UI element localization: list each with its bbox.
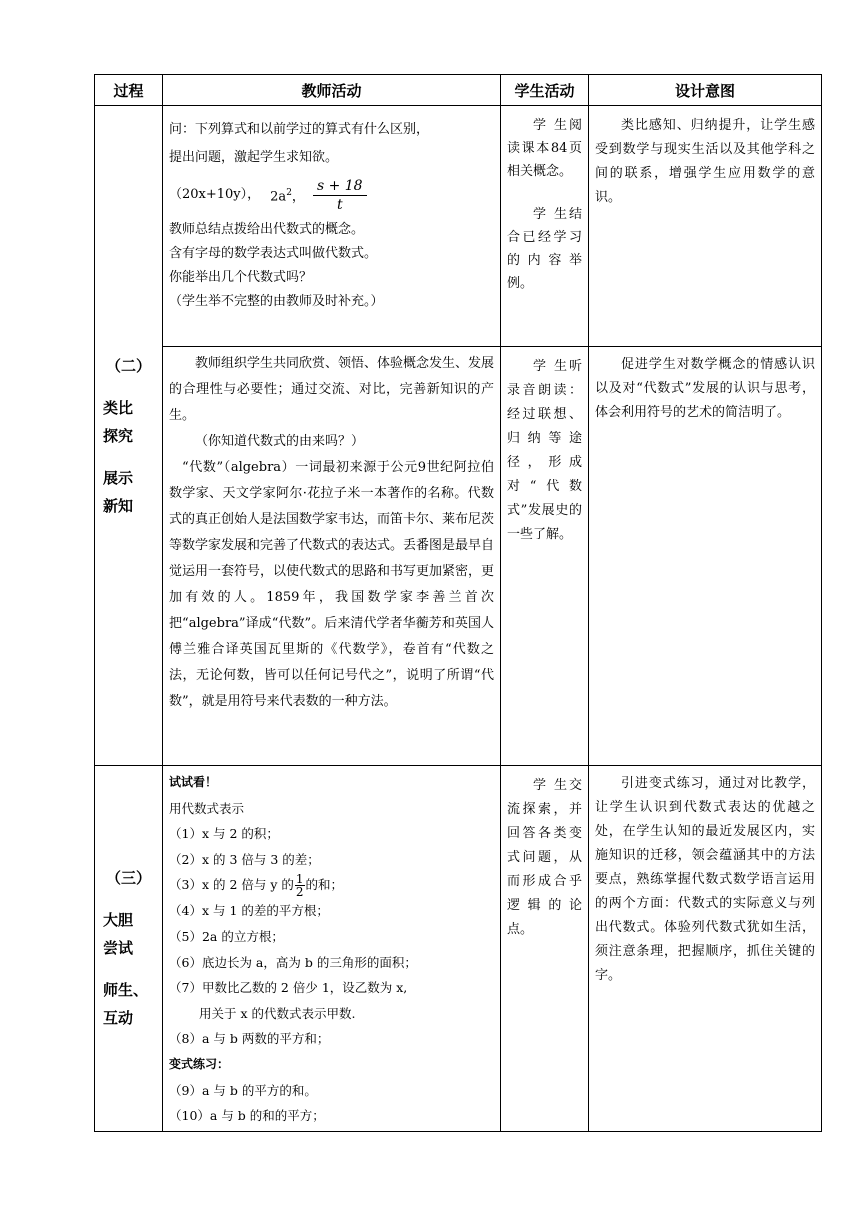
half-fraction: $\frac{1}{2}$ — [295, 872, 304, 900]
summary-text: 教师总结点拨给出代数式的概念。 — [169, 222, 365, 237]
exercise-title: 试试看！ — [169, 775, 218, 789]
table-row — [95, 766, 822, 1132]
exercise-item: （8）a 与 b 两数的平方和； — [169, 1031, 330, 1047]
student-activity-text: 学 生阅读课本84页相关概念。 — [507, 118, 582, 179]
formula-expression: （20x+10y）， — [169, 187, 261, 202]
student-activity-text: 学 生结合已经学习的内容举例。 — [507, 207, 582, 291]
paragraph-text: （你知道代数式的由来吗？） — [195, 434, 365, 449]
student-activity-cell — [501, 106, 589, 347]
design-intent-text: 引进变式练习，通过对比教学，让学生认识到代数式表达的优越之处，在学生认知的最近发展区内，实施知识的迁移，领会蕴涵其中的方法要点，熟练掌握代数式数学语言运用的两个方面：代数式的实际意义与列出代数式。体验列代数式犹如生活，须注意条理，把握顺序，抓住关键的字。 — [595, 776, 815, 983]
design-intent-cell — [589, 106, 822, 347]
exercise-item: （10）a 与 b 的和的平方； — [169, 1108, 325, 1124]
stage-3-line: 互动 — [103, 1009, 134, 1028]
exercise-item: （1）x 与 2 的积； — [169, 826, 279, 842]
header-teacher-activity: 教师活动 — [163, 75, 501, 106]
design-intent-text: 类比感知、归纳提升，让学生感受到数学与现实生活以及其他学科之间的联系，增强学生应用数学的意识。 — [595, 118, 815, 205]
question-text: 问：下列算式和以前学过的算式有什么区别， — [169, 122, 430, 137]
formula-expression: $2a^2$， — [270, 187, 305, 205]
summary-text: 含有字母的数学表达式叫做代数式。 — [169, 246, 378, 261]
paragraph-text: 教师组织学生共同欣赏、领悟、体验概念发生、发展的合理性与必要性；通过交流、对比，完善新知识的产生。 — [169, 356, 495, 423]
header-process: 过程 — [95, 75, 163, 106]
teacher-activity-cell — [163, 106, 501, 347]
stage-3-number: （三） — [105, 869, 151, 888]
exercise-item: （4）x 与 1 的差的平方根； — [169, 903, 329, 919]
header-design-intent: 设计意图 — [589, 75, 822, 106]
exercise-item: （9）a 与 b 的平方的和。 — [169, 1082, 317, 1098]
summary-text: 你能举出几个代数式吗？ — [169, 270, 313, 285]
stage-3-line: 大胆 — [103, 911, 134, 930]
header-student-activity: 学生活动 — [501, 75, 589, 106]
stage-2-label — [95, 106, 163, 766]
stage-3-label — [95, 766, 163, 1132]
design-intent-cell — [589, 347, 822, 766]
formula-examples — [169, 172, 494, 218]
stage-2-line: 类比 — [103, 398, 134, 417]
student-activity-text: 学 生交流探索，并回答各类变式问题，从而形成合乎逻辑的论点。 — [507, 778, 582, 937]
variant-title: 变式练习： — [169, 1056, 230, 1071]
design-intent-cell — [589, 766, 822, 1132]
question-text: 提出问题，激起学生求知欲。 — [169, 150, 339, 165]
summary-text: （学生举不完整的由教师及时补充。） — [169, 294, 384, 309]
student-activity-text: 学 生听录音朗读：经过联想、归纳等途径，形成对“代数式”发展史的一些了解。 — [507, 359, 582, 542]
exercise-item: （3）x 的 2 倍与 y 的 $\frac{1}{2}$ 的和； — [169, 872, 344, 900]
lesson-plan-table — [94, 74, 822, 1132]
exercise-item: （6）底边长为 a，高为 b 的三角形的面积； — [169, 954, 417, 970]
teacher-activity-cell — [163, 347, 501, 766]
formula-fraction: $\frac{s + 18}{t}$ — [313, 177, 367, 214]
stage-2-line: 新知 — [103, 496, 134, 515]
student-activity-cell — [501, 766, 589, 1132]
stage-2-line: 探究 — [103, 426, 134, 445]
paragraph-text: “代数”（algebra）一词最初来源于公元9世纪阿拉伯数学家、天文学家阿尔·花拉子米一本著作的名称。代数式的真正创始人是法国数学家韦达，而笛卡尔、莱布尼茨等数学家发展和完善了代数式的表达式。丢番图是最早自觉运用一套符号，以使代数式的思路和书写更加紧密，更加有效的人。1859年，我国数学家李善兰首次把“algebra”译成“代数”。后来清代学者华蘅芳和英国人傅兰雅合译英国瓦里斯的《代数学》，卷首有“代数之法，无论何数，皆可以任何记号代之”，说明了所谓“代数”，就是用符号来代表数的一种方法。 — [169, 460, 495, 709]
stage-2-line: 展示 — [103, 468, 134, 487]
exercise-item: （5）2a 的立方根； — [169, 928, 284, 944]
stage-3-line: 师生、 — [103, 981, 149, 1000]
stage-3-line: 尝试 — [103, 939, 134, 958]
table-row — [95, 347, 822, 766]
exercise-intro: 用代数式表示 — [169, 800, 245, 816]
design-intent-text: 促进学生对数学概念的情感认识以及对“代数式”发展的认识与思考，体会利用符号的艺术的简洁明了。 — [595, 357, 815, 420]
exercise-item: （7）甲数比乙数的 2 倍少 1，设乙数为 x, — [169, 980, 408, 996]
exercise-item: 用关于 x 的代数式表示甲数. — [199, 1005, 356, 1021]
teacher-activity-cell — [163, 766, 501, 1132]
student-activity-cell — [501, 347, 589, 766]
stage-2-number: （二） — [105, 356, 151, 375]
header-row — [95, 75, 822, 106]
exercise-item: （2）x 的 3 倍与 3 的差； — [169, 851, 320, 867]
table-row — [95, 106, 822, 347]
